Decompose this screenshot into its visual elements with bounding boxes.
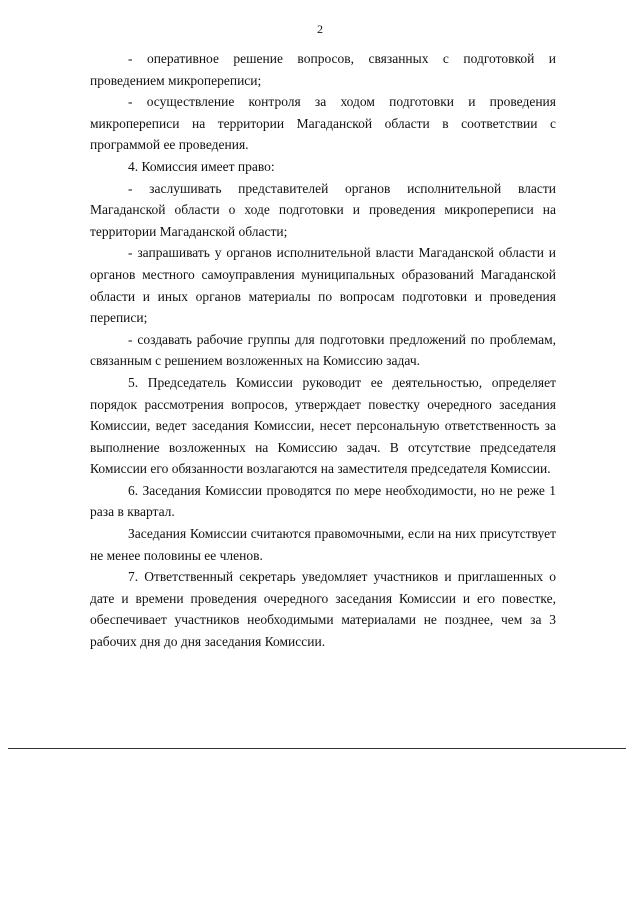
paragraph-meetings-quorum: Заседания Комиссии считаются правомочными, если на них присутствует не менее половины ее членов. <box>90 526 556 563</box>
paragraph-rights-heading: 4. Комиссия имеет право: <box>128 158 275 174</box>
paragraph-secretary: 7. Ответственный секретарь уведомляет участников и приглашенных о дате и времени проведения очередного заседания Комиссии и его повестке, обеспечивает участников необходимыми материалами не позднее, чем за 3 рабочих дня до дня заседания Комиссии. <box>90 569 556 650</box>
paragraph-right-working-groups: - создавать рабочие группы для подготовки предложений по проблемам, связанным с решением возложенных на Комиссию задач. <box>90 331 556 369</box>
paragraph-meetings-frequency: 6. Заседания Комиссии проводятся по мере необходимости, но не реже 1 раза в квартал. <box>90 482 556 520</box>
paragraph-right-hear: - заслушивать представителей органов исполнительной власти Магаданской области о ходе подготовки и проведения микропереписи на территории Магаданской области; <box>90 180 556 239</box>
horizontal-rule <box>8 748 626 749</box>
paragraph-task-control: - осуществление контроля за ходом подготовки и проведения микропереписи на территории Магаданской области в соответствии с программой ее проведения. <box>90 94 556 153</box>
page-number: 2 <box>317 22 323 36</box>
paragraph-task-decisions: - оперативное решение вопросов, связанных с подготовкой и проведением микропереписи; <box>90 51 556 88</box>
paragraph-right-request: - запрашивать у органов исполнительной власти Магаданской области и органов местного самоуправления муниципальных образований Магаданской области и иных органов материалы по вопросам подготовки и проведения переписи; <box>90 245 556 326</box>
document-body <box>90 48 556 653</box>
paragraph-chairman: 5. Председатель Комиссии руководит ее деятельностью, определяет порядок рассмотрения вопросов, утверждает повестку очередного заседания Комиссии, ведет заседания Комиссии, несет персональную ответственность за выполнение возложенных на Комиссию задач. В отсутствие председателя Комиссии его обязанности возлагаются на заместителя председателя Комиссии. <box>90 374 556 477</box>
